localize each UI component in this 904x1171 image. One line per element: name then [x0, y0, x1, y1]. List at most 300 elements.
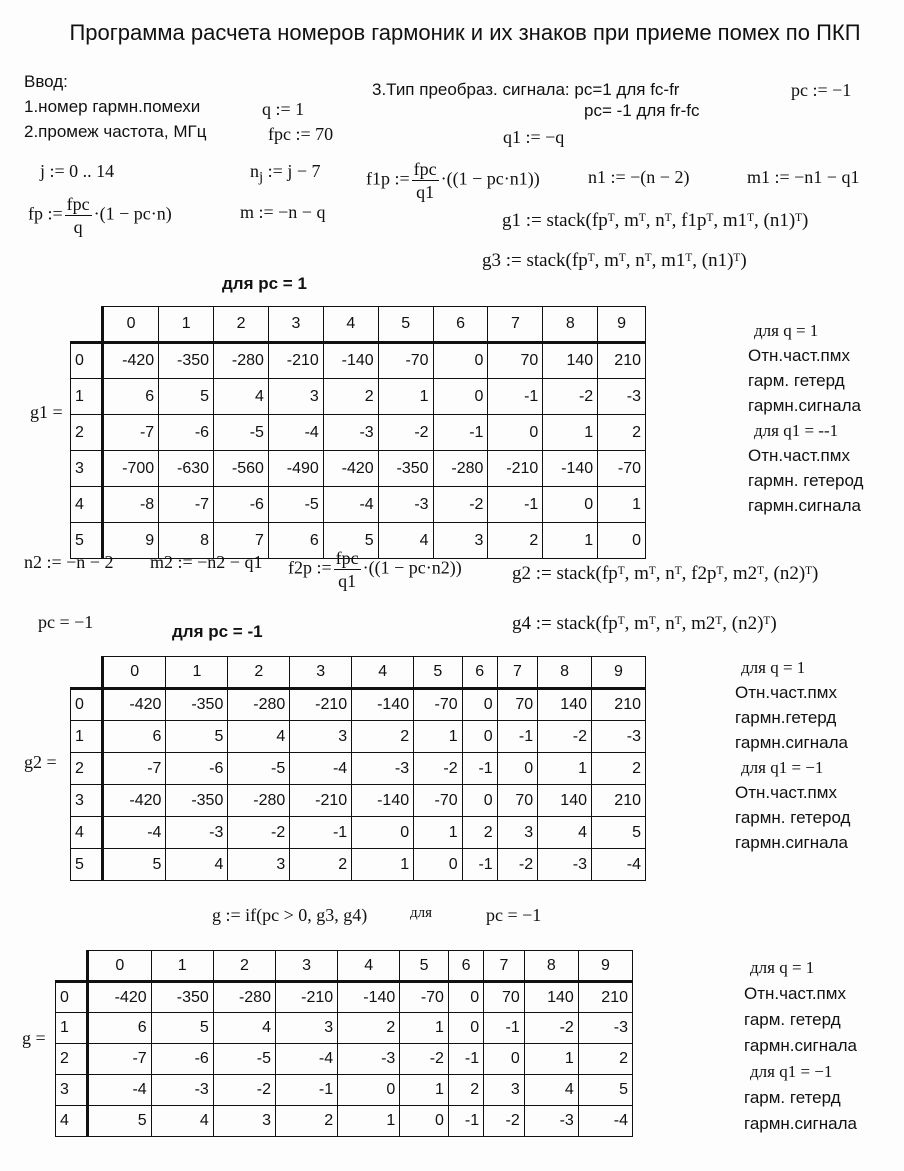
matrix-cell: 0	[497, 753, 537, 785]
matrix-row	[71, 753, 646, 785]
matrix-cell: -2	[414, 753, 462, 785]
f1p-definition	[366, 158, 540, 203]
matrix-cell: -210	[290, 689, 352, 721]
matrix-cell: -3	[378, 487, 433, 523]
matrix-cell: -490	[268, 451, 323, 487]
matrix-cell: -3	[166, 817, 228, 849]
note-line: для q1 = −1	[750, 1062, 833, 1081]
matrix-row	[71, 343, 646, 379]
matrix-cell: 1	[338, 1106, 400, 1137]
matrix-row	[71, 721, 646, 753]
column-index: 9	[578, 951, 632, 982]
row-index: 3	[56, 1075, 88, 1106]
matrix-cell: -3	[524, 1106, 578, 1137]
matrix-cell: 0	[433, 343, 488, 379]
column-index: 5	[378, 307, 433, 343]
n-rhs: := j − 7	[263, 161, 321, 181]
note-line: для q = 1	[750, 958, 815, 977]
f1p-numerator: fpc	[413, 159, 437, 179]
matrix-row	[56, 1075, 633, 1106]
matrix-cell: 140	[543, 343, 598, 379]
matrix-header-row	[71, 657, 646, 689]
column-index: 4	[352, 657, 414, 689]
column-index: 3	[290, 657, 352, 689]
matrix-cell: -700	[103, 451, 159, 487]
n-definition	[250, 161, 320, 187]
matrix-cell: 0	[598, 523, 646, 559]
matrix-cell: 210	[592, 785, 646, 817]
matrix-cell: -350	[166, 785, 228, 817]
matrix-cell: -1	[497, 721, 537, 753]
matrix-cell: 0	[484, 1044, 525, 1075]
n2-definition: n2 := −n − 2	[24, 552, 114, 572]
matrix-corner	[71, 307, 103, 343]
f2p-numerator: fpc	[335, 548, 359, 568]
column-index: 4	[323, 307, 378, 343]
g-definition: g := if(pc > 0, g3, g4)	[212, 905, 368, 925]
matrix-cell: -4	[103, 817, 166, 849]
column-index: 6	[462, 657, 497, 689]
matrix-cell: -140	[338, 982, 400, 1013]
matrix-cell: 140	[524, 982, 578, 1013]
note-line: гармн.сигнала	[744, 1036, 857, 1055]
matrix-row	[71, 379, 646, 415]
g1-matrix	[70, 306, 646, 559]
matrix-cell: -1	[462, 849, 497, 881]
matrix-cell: 2	[338, 1013, 400, 1044]
matrix-cell: -3	[352, 753, 414, 785]
note-line: для q1 = −1	[741, 758, 824, 777]
matrix-cell: -7	[88, 1044, 152, 1075]
matrix-cell: 4	[538, 817, 592, 849]
column-index: 1	[166, 657, 228, 689]
matrix-cell: -420	[103, 785, 166, 817]
note-line: гармн.сигнала	[735, 833, 848, 852]
f1p-denominator: q1	[416, 182, 435, 202]
row-index: 3	[71, 451, 103, 487]
matrix-cell: 5	[88, 1106, 152, 1137]
matrix-cell: 1	[400, 1013, 449, 1044]
row-index: 3	[71, 785, 103, 817]
n-symbol: n	[250, 161, 259, 181]
matrix-cell: -3	[592, 721, 646, 753]
matrix-cell: -420	[323, 451, 378, 487]
g2-label: g2 =	[24, 752, 57, 772]
matrix-cell: 9	[103, 523, 159, 559]
matrix-cell: -2	[524, 1013, 578, 1044]
note-line: гарм. гетерд	[748, 371, 845, 390]
j-range: j := 0 .. 14	[40, 161, 115, 181]
matrix-cell: 1	[543, 523, 598, 559]
n1-definition: n1 := −(n − 2)	[588, 167, 690, 187]
matrix-cell: 3	[290, 721, 352, 753]
row-index: 4	[56, 1106, 88, 1137]
matrix-cell: -2	[433, 487, 488, 523]
column-index: 7	[484, 951, 525, 982]
fpc-definition: fpc := 70	[268, 124, 334, 144]
matrix-cell: 1	[400, 1075, 449, 1106]
m2-definition: m2 := −n2 − q1	[150, 552, 263, 572]
matrix-cell: -6	[214, 487, 269, 523]
row-index: 4	[71, 487, 103, 523]
matrix-cell: -4	[268, 415, 323, 451]
pc-definition: pc := −1	[791, 80, 852, 100]
matrix-cell: 3	[433, 523, 488, 559]
g2-definition: g2 := stack(fpᵀ, mᵀ, nᵀ, f2pᵀ, m2ᵀ, (n2)ᵀ)	[512, 563, 819, 584]
f2p-denominator: q1	[338, 571, 357, 591]
column-index: 7	[488, 307, 543, 343]
matrix-row	[56, 1044, 633, 1075]
matrix-cell: 1	[524, 1044, 578, 1075]
g-notes	[744, 955, 857, 1137]
matrix-cell: -1	[448, 1106, 483, 1137]
matrix-cell: -210	[275, 982, 337, 1013]
matrix-cell: -140	[352, 785, 414, 817]
column-index: 7	[497, 657, 537, 689]
f2p-rhs: ·((1 − pc·n2))	[362, 557, 462, 578]
matrix-cell: 0	[488, 415, 543, 451]
matrix-cell: -8	[103, 487, 159, 523]
matrix-cell: 0	[433, 379, 488, 415]
note-line: гармн. гетерод	[748, 471, 864, 490]
matrix-row	[71, 689, 646, 721]
matrix-cell: 2	[598, 415, 646, 451]
matrix-cell: -70	[414, 689, 462, 721]
input-conversion-label: 3.Тип преобраз. сигнала: pc=1 для fc-fr	[372, 80, 680, 99]
matrix-cell: 2	[290, 849, 352, 881]
matrix-cell: 1	[538, 753, 592, 785]
matrix-cell: -140	[352, 689, 414, 721]
matrix-cell: 210	[598, 343, 646, 379]
matrix-cell: -3	[323, 415, 378, 451]
note-line: Отн.част.пмх	[744, 984, 846, 1003]
matrix-cell: -280	[213, 982, 275, 1013]
column-index: 1	[151, 951, 213, 982]
matrix-cell: 1	[414, 817, 462, 849]
row-index: 0	[71, 689, 103, 721]
matrix-cell: 5	[159, 379, 214, 415]
matrix-cell: 3	[268, 379, 323, 415]
g-matrix	[55, 950, 633, 1137]
matrix-cell: -5	[214, 415, 269, 451]
matrix-cell: 1	[414, 721, 462, 753]
matrix-cell: 0	[462, 689, 497, 721]
matrix-corner	[56, 951, 88, 982]
matrix-cell: -4	[290, 753, 352, 785]
matrix-row	[71, 451, 646, 487]
fp-rhs: ·(1 − pc·n)	[93, 203, 172, 224]
matrix-cell: 2	[488, 523, 543, 559]
matrix-cell: -3	[151, 1075, 213, 1106]
column-index: 2	[228, 657, 290, 689]
matrix-cell: -280	[228, 785, 290, 817]
matrix-cell: -210	[268, 343, 323, 379]
matrix-cell: 2	[578, 1044, 632, 1075]
fp-lhs: fp :=	[28, 203, 63, 224]
g-for-label: для	[410, 905, 433, 921]
note-line: гармн.сигнала	[748, 496, 861, 515]
matrix-cell: -3	[338, 1044, 400, 1075]
matrix-row	[71, 817, 646, 849]
matrix-cell: 4	[166, 849, 228, 881]
matrix-cell: 1	[378, 379, 433, 415]
f2p-definition	[288, 547, 462, 592]
row-index: 0	[71, 343, 103, 379]
pc-value: pc = −1	[38, 612, 94, 632]
matrix-row	[56, 1106, 633, 1137]
matrix-cell: 0	[400, 1106, 449, 1137]
matrix-cell: -1	[488, 487, 543, 523]
row-index: 5	[71, 849, 103, 881]
matrix-row	[71, 415, 646, 451]
matrix-cell: -2	[497, 849, 537, 881]
matrix-cell: 70	[497, 689, 537, 721]
matrix-cell: 0	[462, 721, 497, 753]
matrix-cell: 0	[352, 817, 414, 849]
column-index: 9	[592, 657, 646, 689]
matrix-cell: 70	[488, 343, 543, 379]
matrix-cell: 0	[338, 1075, 400, 1106]
column-index: 9	[598, 307, 646, 343]
matrix-cell: -4	[323, 487, 378, 523]
note-line: для q = 1	[754, 321, 819, 340]
g2-notes	[735, 655, 850, 855]
matrix-cell: 210	[578, 982, 632, 1013]
q-definition: q := 1	[262, 99, 305, 119]
matrix-cell: -140	[543, 451, 598, 487]
matrix-cell: -6	[159, 415, 214, 451]
matrix-cell: -2	[543, 379, 598, 415]
column-index: 2	[214, 307, 269, 343]
matrix-cell: -140	[323, 343, 378, 379]
matrix-cell: -420	[88, 982, 152, 1013]
row-index: 2	[71, 415, 103, 451]
matrix-cell: 1	[598, 487, 646, 523]
column-index: 4	[338, 951, 400, 982]
column-index: 1	[159, 307, 214, 343]
matrix-cell: 4	[378, 523, 433, 559]
matrix-cell: -2	[213, 1075, 275, 1106]
matrix-row	[71, 487, 646, 523]
column-index: 2	[213, 951, 275, 982]
q1-definition: q1 := −q	[503, 127, 565, 147]
matrix-cell: 3	[484, 1075, 525, 1106]
matrix-cell: 2	[275, 1106, 337, 1137]
note-line: для q1 = --1	[754, 421, 839, 440]
matrix-cell: 5	[323, 523, 378, 559]
f1p-rhs: ·((1 − pc·n1))	[440, 168, 540, 189]
matrix-cell: -280	[433, 451, 488, 487]
matrix-cell: -350	[151, 982, 213, 1013]
matrix-cell: -1	[433, 415, 488, 451]
g3-definition: g3 := stack(fpᵀ, mᵀ, nᵀ, m1ᵀ, (n1)ᵀ)	[482, 250, 747, 271]
matrix-cell: 6	[103, 379, 159, 415]
matrix-cell: -350	[378, 451, 433, 487]
matrix-cell: -4	[88, 1075, 152, 1106]
matrix-cell: 4	[214, 379, 269, 415]
matrix-cell: -1	[488, 379, 543, 415]
row-index: 2	[56, 1044, 88, 1075]
note-line: гарм. гетерд	[744, 1088, 841, 1107]
input-harmonic-label: 1.номер гармн.помехи	[24, 97, 201, 116]
matrix-cell: 0	[414, 849, 462, 881]
matrix-cell: 5	[592, 817, 646, 849]
matrix-cell: -210	[290, 785, 352, 817]
note-line: Отн.част.пмх	[748, 446, 850, 465]
matrix-cell: 8	[159, 523, 214, 559]
matrix-cell: -2	[400, 1044, 449, 1075]
g1-notes	[748, 318, 863, 518]
matrix-cell: -70	[400, 982, 449, 1013]
column-index: 6	[433, 307, 488, 343]
f1p-lhs: f1p :=	[366, 168, 410, 189]
matrix-cell: 0	[462, 785, 497, 817]
matrix-cell: -4	[578, 1106, 632, 1137]
section1-heading: для pc = 1	[222, 274, 307, 293]
matrix-header-row	[71, 307, 646, 343]
matrix-cell: 5	[151, 1013, 213, 1044]
matrix-cell: 5	[103, 849, 166, 881]
row-index: 4	[71, 817, 103, 849]
row-index: 1	[71, 721, 103, 753]
matrix-cell: 4	[524, 1075, 578, 1106]
matrix-cell: 2	[592, 753, 646, 785]
matrix-cell: 3	[275, 1013, 337, 1044]
matrix-cell: -70	[378, 343, 433, 379]
n-subscript: j	[259, 169, 264, 186]
matrix-cell: 140	[538, 689, 592, 721]
matrix-header-row	[56, 951, 633, 982]
matrix-cell: -280	[228, 689, 290, 721]
document-title: Программа расчета номеров гармоник и их знаков при приеме помех по ПКП	[69, 20, 861, 45]
note-line: для q = 1	[741, 658, 806, 677]
note-line: гармн. гетерод	[735, 808, 851, 827]
matrix-row	[71, 785, 646, 817]
note-line: гарм. гетерд	[744, 1010, 841, 1029]
note-line: гармн.сигнала	[735, 733, 848, 752]
matrix-cell: 4	[151, 1106, 213, 1137]
matrix-cell: -280	[214, 343, 269, 379]
matrix-cell: -70	[598, 451, 646, 487]
matrix-cell: -5	[268, 487, 323, 523]
fp-denominator: q	[73, 217, 83, 237]
matrix-cell: 2	[352, 721, 414, 753]
matrix-cell: 70	[497, 785, 537, 817]
matrix-cell: 6	[88, 1013, 152, 1044]
matrix-cell: -4	[275, 1044, 337, 1075]
matrix-cell: 210	[592, 689, 646, 721]
g1-definition: g1 := stack(fpᵀ, mᵀ, nᵀ, f1pᵀ, m1ᵀ, (n1)ᵀ)	[502, 210, 809, 231]
note-line: Отн.част.пмх	[735, 683, 837, 702]
row-index: 1	[71, 379, 103, 415]
matrix-cell: 6	[268, 523, 323, 559]
note-line: гармн.гетерд	[735, 708, 837, 727]
note-line: гармн.сигнала	[744, 1114, 857, 1133]
matrix-cell: 5	[578, 1075, 632, 1106]
matrix-cell: -1	[484, 1013, 525, 1044]
matrix-cell: -6	[151, 1044, 213, 1075]
m1-definition: m1 := −n1 − q1	[747, 167, 860, 187]
g2-matrix	[70, 656, 646, 881]
row-index: 2	[71, 753, 103, 785]
matrix-cell: 2	[323, 379, 378, 415]
note-line: гармн.сигнала	[748, 396, 861, 415]
matrix-cell: 3	[497, 817, 537, 849]
matrix-cell: -70	[414, 785, 462, 817]
input-heading: Ввод:	[24, 72, 68, 91]
matrix-cell: 3	[228, 849, 290, 881]
matrix-cell: 1	[543, 415, 598, 451]
matrix-cell: 4	[213, 1013, 275, 1044]
g1-label: g1 =	[30, 402, 63, 422]
row-index: 0	[56, 982, 88, 1013]
matrix-cell: -210	[488, 451, 543, 487]
matrix-cell: 2	[448, 1075, 483, 1106]
row-index: 1	[56, 1013, 88, 1044]
matrix-cell: -630	[159, 451, 214, 487]
matrix-cell: 3	[213, 1106, 275, 1137]
fp-definition	[28, 193, 172, 238]
matrix-cell: 140	[538, 785, 592, 817]
matrix-cell: -560	[214, 451, 269, 487]
g-label: g =	[22, 1028, 46, 1048]
row-index: 5	[71, 523, 103, 559]
input-conversion-label-2: pc= -1 для fr-fc	[584, 101, 700, 120]
matrix-cell: 0	[448, 1013, 483, 1044]
column-index: 6	[448, 951, 483, 982]
matrix-cell: -7	[103, 415, 159, 451]
matrix-cell: -1	[462, 753, 497, 785]
column-index: 0	[88, 951, 152, 982]
g4-definition: g4 := stack(fpᵀ, mᵀ, nᵀ, m2ᵀ, (n2)ᵀ)	[512, 613, 777, 634]
matrix-row	[71, 849, 646, 881]
matrix-row	[56, 982, 633, 1013]
matrix-cell: -7	[159, 487, 214, 523]
matrix-cell: 7	[214, 523, 269, 559]
matrix-cell: -3	[578, 1013, 632, 1044]
matrix-cell: -6	[166, 753, 228, 785]
matrix-cell: 4	[228, 721, 290, 753]
matrix-cell: -1	[448, 1044, 483, 1075]
m-definition: m := −n − q	[240, 202, 326, 222]
g-pc-value: pc = −1	[486, 905, 542, 925]
column-index: 5	[414, 657, 462, 689]
matrix-cell: -5	[228, 753, 290, 785]
matrix-cell: -3	[598, 379, 646, 415]
matrix-row	[56, 1013, 633, 1044]
matrix-cell: -2	[484, 1106, 525, 1137]
matrix-cell: 2	[462, 817, 497, 849]
matrix-cell: 6	[103, 721, 166, 753]
matrix-cell: -420	[103, 689, 166, 721]
matrix-corner	[71, 657, 103, 689]
column-index: 8	[524, 951, 578, 982]
column-index: 3	[268, 307, 323, 343]
column-index: 8	[538, 657, 592, 689]
matrix-cell: -4	[592, 849, 646, 881]
section2-heading: для pc = -1	[172, 622, 263, 641]
column-index: 0	[103, 657, 166, 689]
matrix-cell: -7	[103, 753, 166, 785]
matrix-cell: -420	[103, 343, 159, 379]
matrix-cell: 5	[166, 721, 228, 753]
matrix-cell: 0	[448, 982, 483, 1013]
matrix-cell: 70	[484, 982, 525, 1013]
matrix-cell: -2	[228, 817, 290, 849]
matrix-cell: -2	[538, 721, 592, 753]
matrix-cell: -1	[290, 817, 352, 849]
column-index: 5	[400, 951, 449, 982]
